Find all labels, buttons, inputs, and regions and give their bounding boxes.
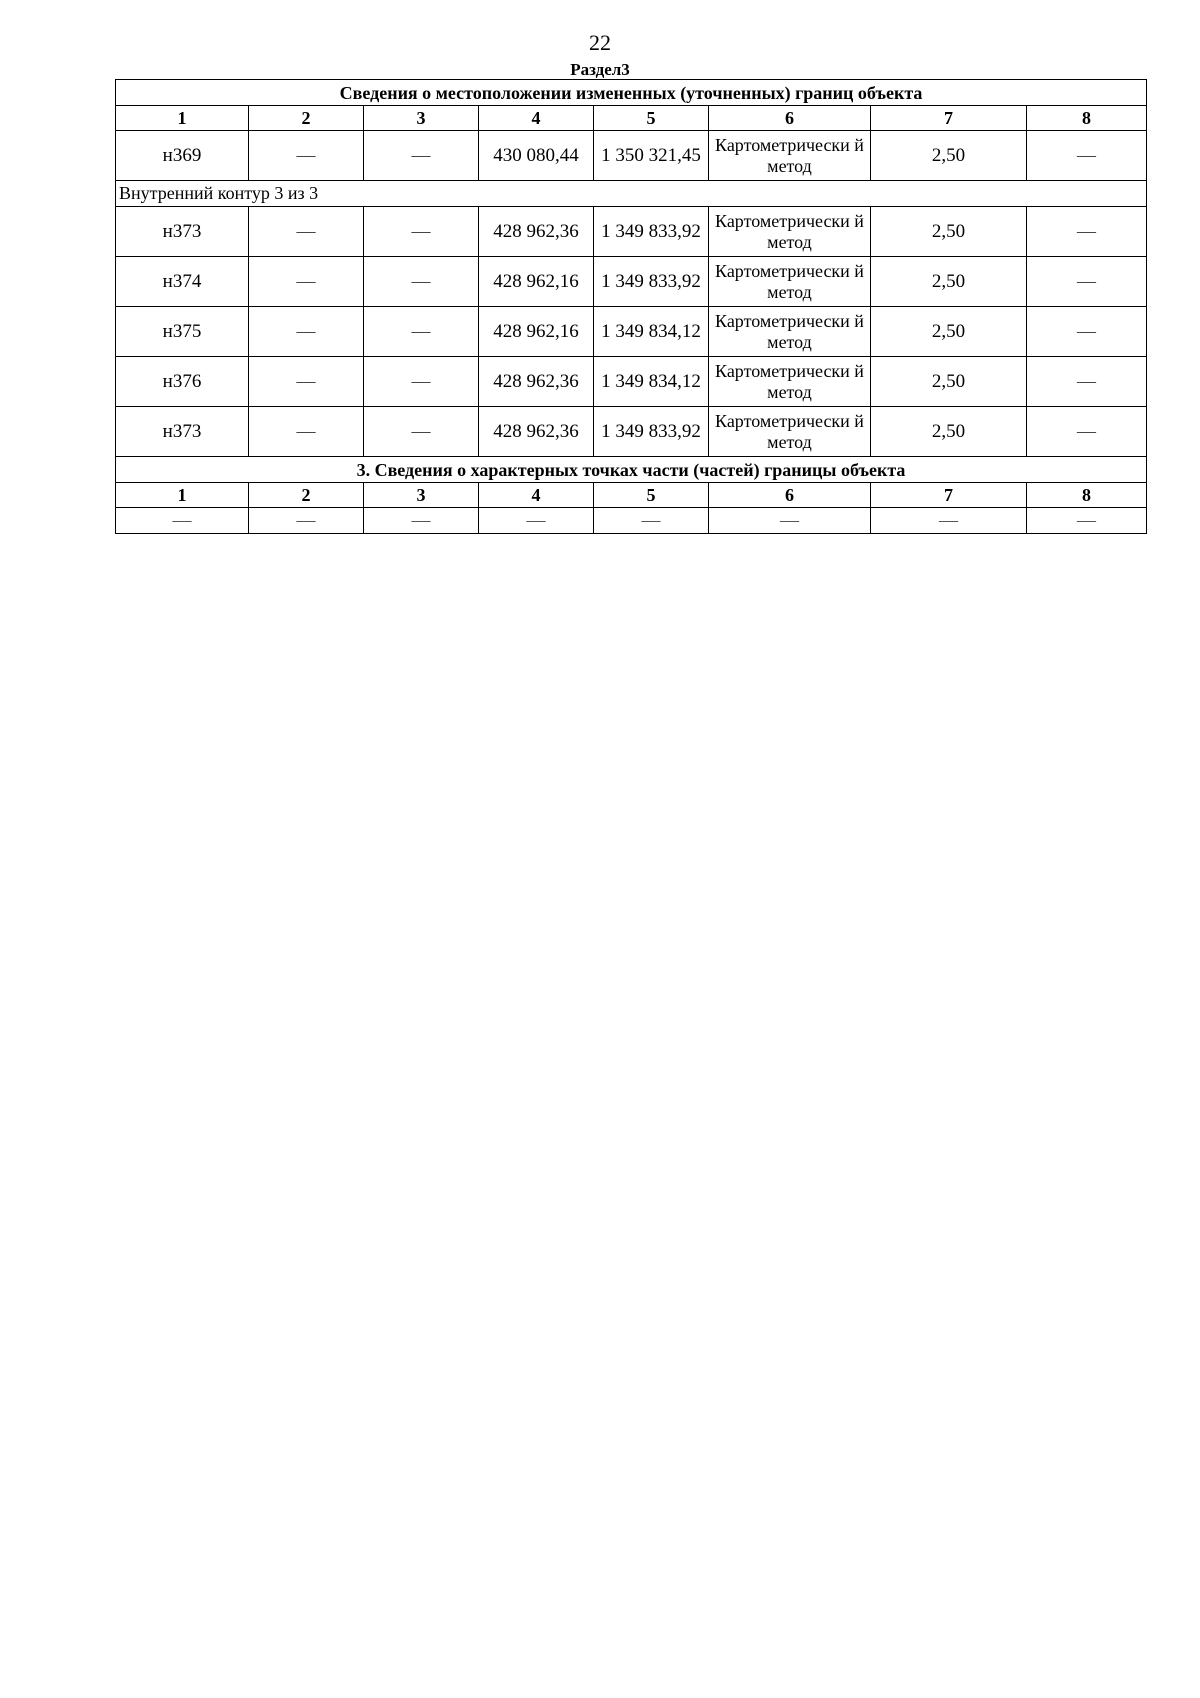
empty-row: [116, 508, 1147, 534]
table1-title: Сведения о местоположении измененных (уточненных) границ объекта: [116, 80, 1147, 106]
coord-x: 428 962,36: [479, 407, 594, 457]
point-name: н374: [116, 257, 249, 307]
cell-empty: —: [364, 307, 479, 357]
header-cell: 2: [249, 106, 364, 131]
cell-empty: —: [1027, 357, 1147, 407]
coord-y: 1 349 833,92: [594, 407, 709, 457]
header-cell: 7: [871, 106, 1027, 131]
point-name: н369: [116, 131, 249, 181]
cell-empty: —: [1027, 257, 1147, 307]
cell-empty: —: [249, 357, 364, 407]
coord-x: 428 962,16: [479, 257, 594, 307]
header-cell: 6: [709, 483, 871, 508]
cell-empty: —: [1027, 508, 1147, 534]
header-cell: 4: [479, 106, 594, 131]
cell-empty: —: [1027, 307, 1147, 357]
page-number: 22: [589, 30, 611, 55]
header-cell: 8: [1027, 106, 1147, 131]
header-cell: 7: [871, 483, 1027, 508]
coord-x: 428 962,36: [479, 207, 594, 257]
cell-empty: —: [364, 508, 479, 534]
coord-y: 1 349 833,92: [594, 257, 709, 307]
cell-empty: —: [364, 131, 479, 181]
accuracy: 2,50: [871, 407, 1027, 457]
table-row: [116, 131, 1147, 181]
contour-label: Внутренний контур 3 из 3: [116, 181, 1147, 207]
point-name: н373: [116, 407, 249, 457]
coord-x: 430 080,44: [479, 131, 594, 181]
point-name: н375: [116, 307, 249, 357]
table1-title-row: [116, 80, 1147, 106]
table-row: [116, 207, 1147, 257]
coord-x: 428 962,36: [479, 357, 594, 407]
cell-empty: —: [594, 508, 709, 534]
cell-empty: —: [249, 257, 364, 307]
section-title: Раздел3: [570, 60, 630, 79]
header-cell: 5: [594, 106, 709, 131]
header-cell: 4: [479, 483, 594, 508]
table-row: [116, 407, 1147, 457]
table-row: [116, 357, 1147, 407]
method: Картометрически й метод: [709, 131, 871, 181]
table-row: [116, 257, 1147, 307]
header-row: [116, 106, 1147, 131]
method: Картометрически й метод: [709, 257, 871, 307]
point-name: н373: [116, 207, 249, 257]
cell-empty: —: [1027, 407, 1147, 457]
table-row: [116, 307, 1147, 357]
cell-empty: —: [116, 508, 249, 534]
accuracy: 2,50: [871, 357, 1027, 407]
method: Картометрически й метод: [709, 407, 871, 457]
cell-empty: —: [249, 407, 364, 457]
coord-y: 1 349 833,92: [594, 207, 709, 257]
header-cell: 5: [594, 483, 709, 508]
method: Картометрически й метод: [709, 357, 871, 407]
cell-empty: —: [479, 508, 594, 534]
cell-empty: —: [364, 357, 479, 407]
accuracy: 2,50: [871, 207, 1027, 257]
table2-title: 3. Сведения о характерных точках части (частей) границы объекта: [116, 457, 1147, 483]
cell-empty: —: [364, 257, 479, 307]
method: Картометрически й метод: [709, 307, 871, 357]
header-cell: 2: [249, 483, 364, 508]
boundary-table: [115, 79, 1147, 534]
point-name: н376: [116, 357, 249, 407]
cell-empty: —: [249, 307, 364, 357]
cell-empty: —: [709, 508, 871, 534]
cell-empty: —: [249, 207, 364, 257]
header-cell: 6: [709, 106, 871, 131]
cell-empty: —: [364, 407, 479, 457]
contour-row: [116, 181, 1147, 207]
header-cell: 3: [364, 483, 479, 508]
cell-empty: —: [364, 207, 479, 257]
table2-title-row: [116, 457, 1147, 483]
accuracy: 2,50: [871, 257, 1027, 307]
coord-x: 428 962,16: [479, 307, 594, 357]
accuracy: 2,50: [871, 307, 1027, 357]
method: Картометрически й метод: [709, 207, 871, 257]
header-cell: 8: [1027, 483, 1147, 508]
accuracy: 2,50: [871, 131, 1027, 181]
cell-empty: —: [249, 508, 364, 534]
header-row-2: [116, 483, 1147, 508]
header-cell: 3: [364, 106, 479, 131]
coord-y: 1 349 834,12: [594, 357, 709, 407]
coord-y: 1 349 834,12: [594, 307, 709, 357]
coord-y: 1 350 321,45: [594, 131, 709, 181]
cell-empty: —: [1027, 131, 1147, 181]
cell-empty: —: [871, 508, 1027, 534]
header-cell: 1: [116, 106, 249, 131]
header-cell: 1: [116, 483, 249, 508]
cell-empty: —: [249, 131, 364, 181]
cell-empty: —: [1027, 207, 1147, 257]
